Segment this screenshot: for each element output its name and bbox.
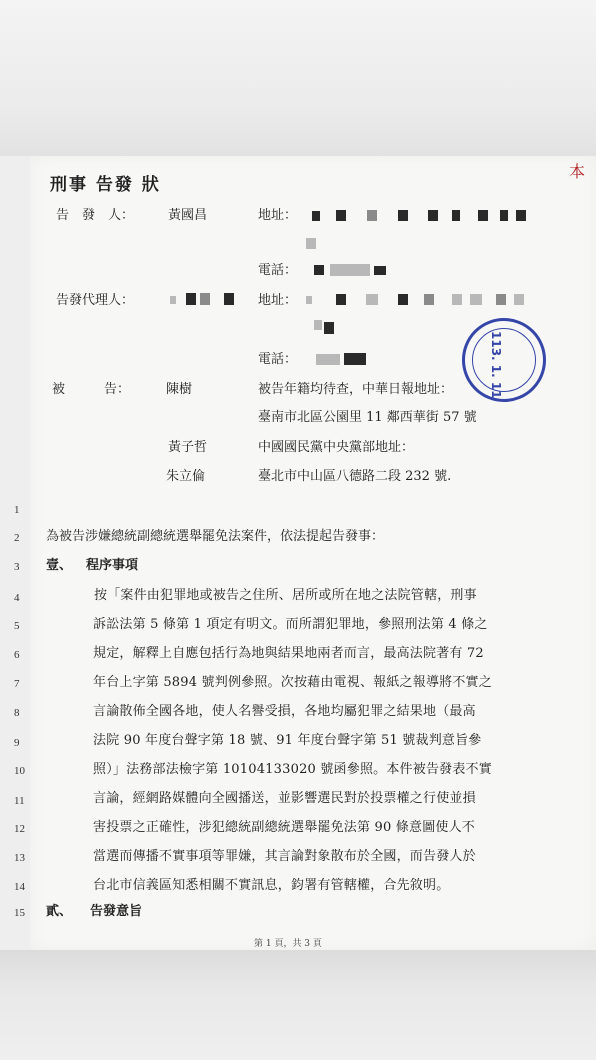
accuser-label: 告 發 人：: [56, 208, 135, 223]
redaction: [316, 354, 340, 365]
redaction: [452, 294, 462, 305]
stamp-inner-ring: [472, 328, 536, 392]
redaction: [224, 293, 234, 305]
redaction: [500, 210, 508, 221]
line-number: 6: [14, 649, 20, 661]
redaction: [186, 293, 196, 305]
redaction: [478, 210, 488, 221]
line-number: 8: [14, 707, 20, 719]
defendant-1-address-2: 臺南市北區公園里 11 鄰西華街 57 號: [258, 410, 477, 425]
redaction: [398, 294, 408, 305]
body-line: 台北市信義區知悉相關不實訊息，鈞署有管轄權，合先敘明。: [93, 878, 450, 893]
redaction: [200, 293, 210, 305]
defendant-3-name: 朱立倫: [166, 469, 206, 484]
line-number: 9: [14, 737, 20, 749]
defendant-3-address: 臺北市中山區八德路二段 232 號.: [258, 469, 452, 484]
blurred-bottom-margin: [0, 950, 596, 1060]
line-number: 13: [14, 852, 25, 864]
line-number: 12: [14, 823, 25, 835]
body-line: 按「案件由犯罪地或被告之住所、居所或所在地之法院管轄，刑事: [94, 588, 477, 603]
line-number: 3: [14, 561, 20, 573]
redaction: [306, 238, 316, 249]
redaction: [324, 322, 334, 334]
redaction: [306, 296, 312, 304]
line-number: 7: [14, 678, 20, 690]
body-line: 言論散佈全國各地，使人名譽受損，各地均屬犯罪之結果地（最高: [93, 704, 476, 719]
document-title: 刑事 告發 狀: [50, 175, 161, 195]
redaction: [344, 353, 366, 365]
body-line: 害投票之正確性，涉犯總統副總統選舉罷免法第 90 條意圖使人不: [93, 820, 476, 835]
page-footer: 第 1 頁，共 3 頁: [254, 939, 322, 949]
redaction: [170, 296, 176, 304]
body-line: 年台上字第 5894 號判例參照。次按藉由電視、報紙之報導將不實之: [93, 675, 492, 690]
body-line: 法院 90 年度台聲字第 18 號、91 年度台聲字第 51 號裁判意旨參: [93, 733, 482, 748]
redaction: [366, 294, 378, 305]
intro-line: 為被告涉嫌總統副總統選舉罷免法案件，依法提起告發事：: [46, 529, 385, 544]
redaction: [374, 266, 386, 275]
redaction: [336, 294, 346, 305]
body-line: 當選而傳播不實事項等罪嫌，其言論對象散布於全國，而告發人於: [93, 849, 476, 864]
accuser-name: 黃國昌: [168, 208, 208, 223]
section-2-heading: 告發意旨: [90, 904, 143, 919]
line-number: 10: [14, 765, 25, 777]
redaction: [314, 265, 324, 275]
receipt-stamp: [462, 318, 546, 402]
redaction: [470, 294, 482, 305]
line-number: 2: [14, 532, 20, 544]
agent-label: 告發代理人：: [56, 293, 135, 308]
redaction: [452, 210, 460, 221]
agent-phone-label: 電話：: [258, 352, 298, 367]
redaction: [424, 294, 434, 305]
body-line: 訴訟法第 5 條第 1 項定有明文。而所謂犯罪地，參照刑法第 4 條之: [93, 617, 488, 632]
body-line: 照）」法務部法檢字第 10104133020 號函參照。本件被告發表不實: [93, 762, 492, 777]
accuser-phone-label: 電話：: [258, 263, 298, 278]
redaction: [330, 264, 370, 276]
section-1-number: 壹、: [46, 558, 73, 573]
body-line: 規定，解釋上自應包括行為地與結果地兩者而言，最高法院著有 72: [93, 646, 484, 661]
defendant-label: 被 告：: [52, 382, 131, 397]
section-2-number: 貳、: [46, 904, 73, 919]
line-number: 1: [14, 504, 20, 516]
defendant-2-address: 中國國民黨中央黨部地址：: [258, 440, 415, 455]
blurred-top-margin: [0, 0, 596, 156]
line-number: 11: [14, 795, 25, 807]
redaction: [367, 210, 377, 221]
defendant-1-address-1: 被告年籍均待查，中華日報地址：: [258, 382, 454, 397]
accuser-address-label: 地址：: [258, 208, 298, 223]
redaction: [398, 210, 408, 221]
corner-mark: 本: [569, 162, 586, 181]
redaction: [314, 320, 322, 330]
redaction: [496, 294, 506, 305]
defendant-2-name: 黃子哲: [168, 440, 208, 455]
redaction: [514, 294, 524, 305]
section-1-heading: 程序事項: [86, 558, 139, 573]
redaction: [312, 211, 320, 221]
agent-address-label: 地址：: [258, 293, 298, 308]
defendant-1-name: 陳樹: [166, 382, 193, 397]
line-number: 14: [14, 881, 25, 893]
line-number: 4: [14, 592, 20, 604]
redaction: [336, 210, 346, 221]
redaction: [428, 210, 438, 221]
line-number: 15: [14, 907, 25, 919]
body-line: 言論，經網路媒體向全國播送，並影響選民對於投票權之行使並損: [93, 791, 476, 806]
redaction: [516, 210, 526, 221]
stamp-date: 113. 1. 11: [489, 331, 503, 399]
line-number: 5: [14, 620, 20, 632]
